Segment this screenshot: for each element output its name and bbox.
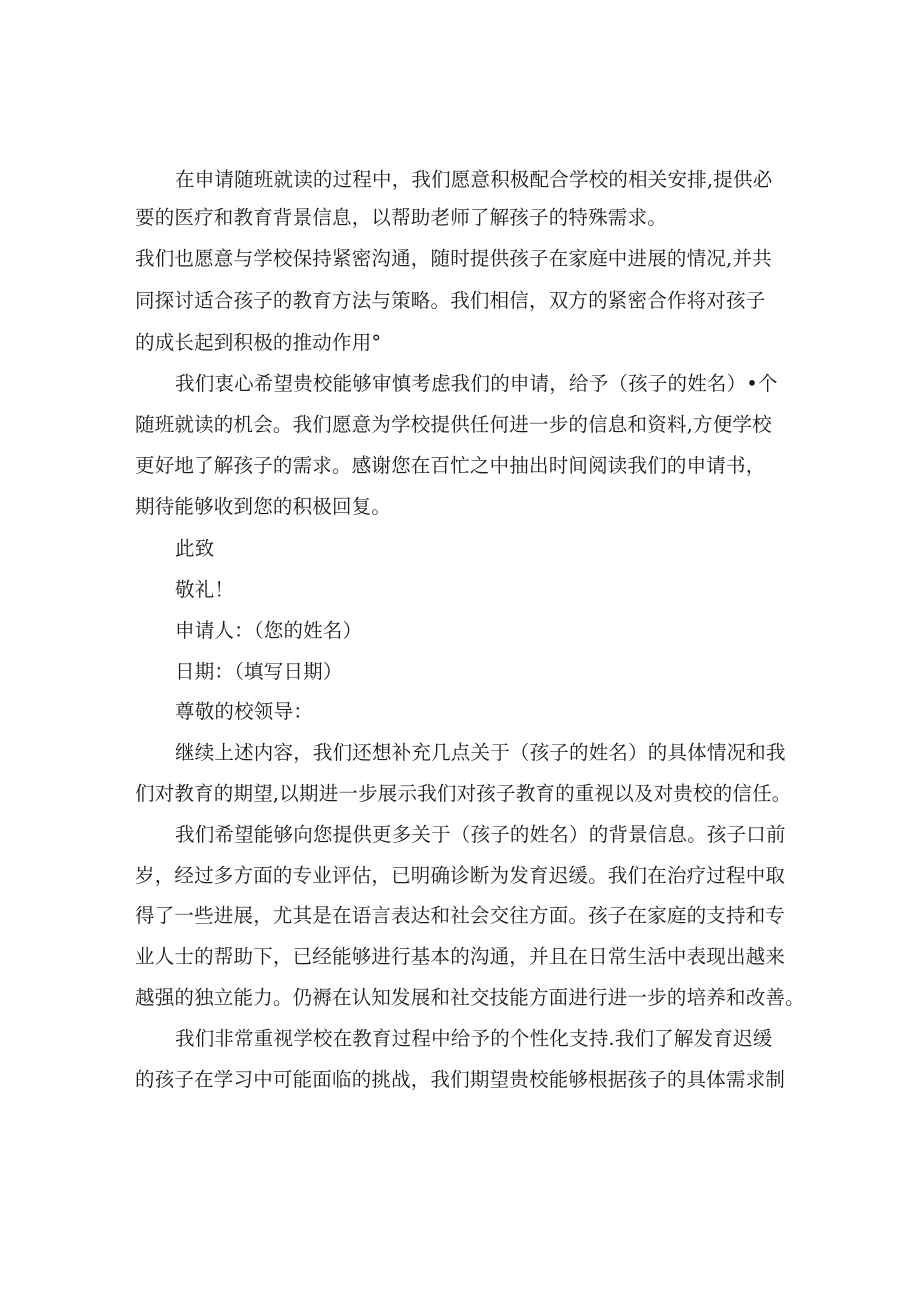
text-line: 业人士的帮助下，已经能够进行基本的沟通，并且在日常生活中表现出越来 (135, 945, 786, 968)
text-line: 越强的独立能力。仍褥在认知发展和社交技能方面进行进一步的培养和改善。 (135, 986, 805, 1009)
text-line: 继续上述内容，我们还想补充几点关于（孩子的姓名）的具体情况和我 (175, 741, 786, 764)
text-line: 在申请随班就读的过程中，我们愿意积极配合学校的相关安排,提供必 (175, 168, 773, 191)
text-line: 得了一些进展，尤其是在语言表达和社会交往方面。孩子在家庭的支持和专 (135, 904, 786, 927)
salutation-regards: 敬礼！ (175, 578, 235, 601)
text-line: 我们衷心希望贵校能够审慎考虑我们的申请，给予（孩子的姓名）•个 (175, 372, 778, 395)
text-line: 我们希望能够向您提供更多关于（孩子的姓名）的背景信息。孩子口前 (175, 823, 786, 846)
text-line: 们对教育的期望,以期进一步展示我们对孩子教育的重视以及对贵校的信任。 (135, 782, 792, 805)
applicant-line: 申请人：（您的姓名） (175, 619, 363, 642)
text-line: 我们非常重视学校在教育过程中给予的个性化支持.我们了解发育迟缓 (175, 1027, 773, 1050)
text-line: 期待能够收到您的积极回复。 (135, 495, 392, 518)
greeting-line: 尊敬的校领导： (175, 700, 313, 723)
text-line: 的成长起到积极的推动作用° (135, 331, 382, 354)
salutation-closing: 此致 (175, 537, 215, 560)
date-line: 日期：（填写日期） (175, 660, 343, 683)
text-line: 的孩子在学习中可能面临的挑战，我们期望贵校能够根据孩子的具体需求制 (135, 1068, 786, 1091)
text-line: 要的医疗和教育背景信息，以帮助老师了解孩子的特殊需求。 (135, 206, 667, 229)
text-line: 更好地了解孩子的需求。感谢您在百忙之中抽出时间阅读我们的申请书， (135, 454, 766, 477)
text-line: 我们也愿意与学校保持紧密沟通，随时提供孩子在家庭中进展的情况,并共 (135, 247, 772, 270)
text-line: 同探讨适合孩子的教育方法与策略。我们相信，双方的紧密合作将对孩子 (135, 289, 766, 312)
text-line: 岁，经过多方面的专业评估，已明确诊断为发育迟缓。我们在治疗过程中取 (135, 864, 786, 887)
text-line: 随班就读的机会。我们愿意为学校提供任何进一步的信息和资料,方便学校 (135, 413, 772, 436)
